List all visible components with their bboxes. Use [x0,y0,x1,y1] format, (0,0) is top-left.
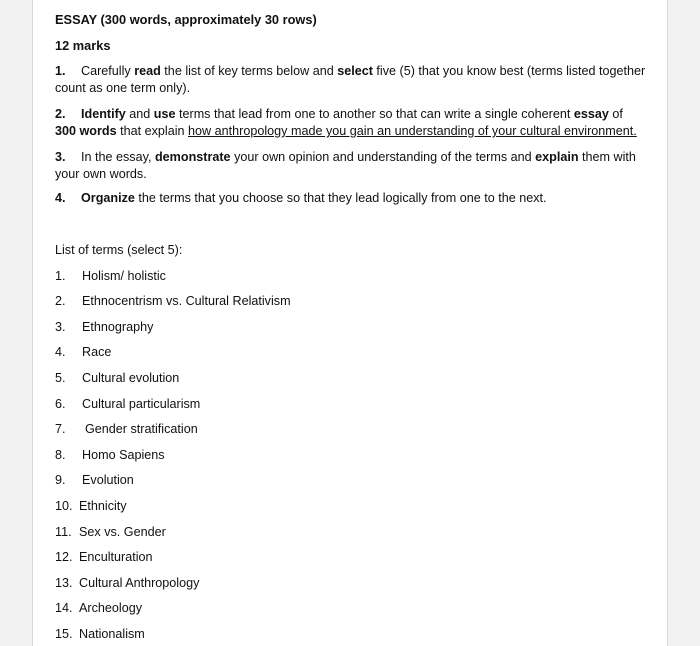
term-item: 11. Sex vs. Gender [55,525,166,539]
term-item: 5. Cultural evolution [55,371,180,385]
instruction-4: 4. Organize the terms that you choose so that they lead logically from one to the next. [55,191,547,205]
term-item: 9. Evolution [55,473,134,487]
term-item: 1. Holism/ holistic [55,269,166,283]
term-list-heading: List of terms (select 5): [55,243,183,257]
marks-label: 12 marks [55,38,111,53]
term-item: 10. Ethnicity [55,499,127,513]
instruction-3: 3. In the essay, demonstrate your own opinion and understanding of the terms and explain them with your own words. [55,150,636,181]
term-item: 3. Ethnography [55,320,154,334]
term-item: 6. Cultural particularism [55,397,201,411]
term-item: 12. Enculturation [55,550,153,564]
term-item: 4. Race [55,345,112,359]
term-item: 8. Homo Sapiens [55,448,165,462]
instruction-2: 2. Identify and use terms that lead from one to another so that can write a single coherent essay of 300 words that explain how anthropology made you gain an understanding of your cultural environment. [55,107,637,138]
term-item: 7. Gender stratification [55,422,198,436]
term-item: 15. Nationalism [55,627,145,641]
instruction-1: 1. Carefully read the list of key terms below and select five (5) that you know best (terms listed together count as one term only). [55,64,646,95]
term-item: 13. Cultural Anthropology [55,576,200,590]
term-item: 14. Archeology [55,601,143,615]
essay-heading: ESSAY (300 words, approximately 30 rows) [55,12,317,27]
term-item: 2. Ethnocentrism vs. Cultural Relativism [55,294,291,308]
document-page [32,0,668,646]
